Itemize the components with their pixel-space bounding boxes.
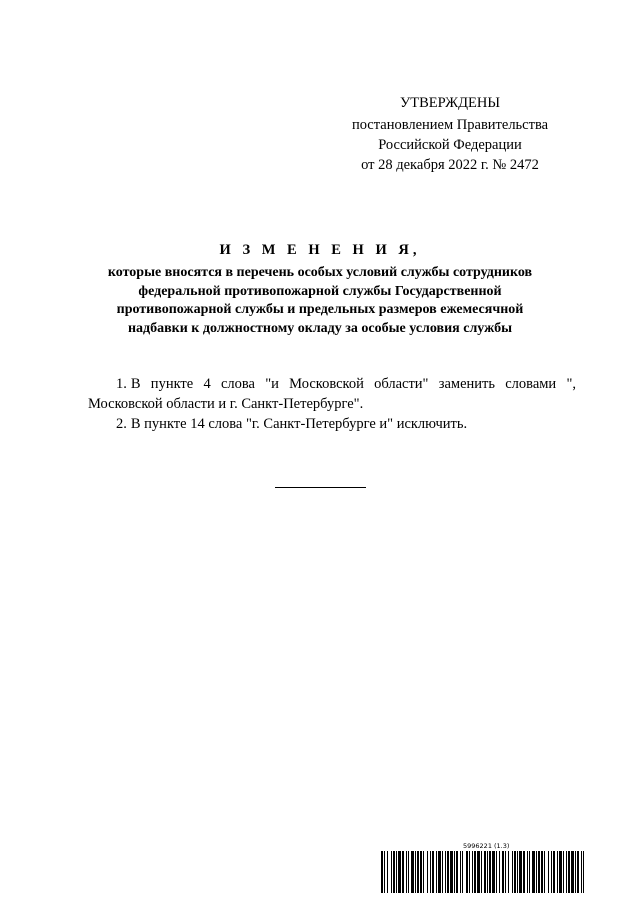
barcode-bar: [384, 851, 385, 893]
subtitle-line: противопожарной службы и предельных размеров ежемесячной: [116, 302, 524, 317]
barcode-bar: [447, 851, 449, 893]
barcode-bar: [396, 851, 397, 893]
barcode-bar: [519, 851, 522, 893]
barcode-bar: [551, 851, 552, 893]
barcode-bar: [505, 851, 506, 893]
barcode-bar: [577, 851, 579, 893]
barcode-bar: [553, 851, 555, 893]
subtitle-line: надбавки к должностному окладу за особые условия службы: [127, 320, 513, 336]
barcode-bar: [492, 851, 495, 893]
barcode-bar: [557, 851, 558, 893]
barcode-bar: [406, 851, 407, 893]
amendment-item-1: [88, 374, 576, 414]
barcode-bar: [469, 851, 470, 893]
barcode-bar: [527, 851, 528, 893]
item-number: 1.: [116, 376, 127, 392]
barcode-bar: [474, 851, 476, 893]
barcode-bar: [484, 851, 486, 893]
barcode-bar: [427, 851, 428, 893]
barcode-bar: [548, 851, 549, 893]
subtitle-line: которые вносятся в перечень особых условий службы сотрудников: [107, 265, 533, 280]
barcode-bar: [517, 851, 518, 893]
document-title: И З М Е Н Е Н И Я,: [219, 242, 421, 258]
barcode-bar: [538, 851, 540, 893]
barcode-image: [381, 851, 587, 893]
barcode-bar: [408, 851, 409, 893]
approval-line-date-number: от 28 декабря 2022 г. № 2472: [361, 157, 539, 173]
barcode-bar: [508, 851, 509, 893]
barcode-bar: [387, 851, 388, 893]
barcode-bar: [581, 851, 582, 893]
end-separator-line: [275, 487, 366, 488]
document-body: [88, 374, 576, 434]
document-subtitle: [80, 264, 560, 338]
barcode-bar: [398, 851, 401, 893]
amendment-item-2: [88, 414, 576, 434]
barcode-bar: [541, 851, 543, 893]
barcode-bar: [532, 851, 535, 893]
barcode-bar: [529, 851, 530, 893]
barcode-bar: [512, 851, 513, 893]
barcode-bar: [442, 851, 443, 893]
barcode-bar: [393, 851, 395, 893]
barcode-bar: [496, 851, 497, 893]
barcode-bar: [571, 851, 574, 893]
barcode-bar: [499, 851, 500, 893]
barcode-bar: [481, 851, 482, 893]
approval-block: [335, 93, 565, 175]
subtitle-line: федеральной противопожарной службы Государственной: [138, 283, 502, 299]
barcode-bar: [514, 851, 516, 893]
barcode-label: 5996221 (1.3): [463, 842, 510, 850]
approval-line-federation: Российской Федерации: [378, 137, 522, 153]
barcode-bar: [477, 851, 480, 893]
barcode-bar: [566, 851, 567, 893]
barcode-bar: [466, 851, 468, 893]
barcode-bar: [568, 851, 570, 893]
barcode-bar: [423, 851, 424, 893]
barcode-bar: [559, 851, 562, 893]
barcode-bar: [502, 851, 504, 893]
barcode-bar: [445, 851, 446, 893]
item-text: В пункте 14 слова "г. Санкт-Петербурге и" исключить.: [130, 416, 468, 432]
barcode-bar: [436, 851, 437, 893]
barcode-bar: [462, 851, 463, 893]
approval-line-resolution: постановлением Правительства: [351, 117, 549, 133]
barcode-bar: [454, 851, 455, 893]
barcode-bar: [575, 851, 576, 893]
barcode-bar: [472, 851, 473, 893]
barcode-bar: [523, 851, 525, 893]
barcode-bar: [432, 851, 434, 893]
barcode-bar: [456, 851, 458, 893]
barcode-bar: [450, 851, 453, 893]
barcode-bar: [544, 851, 545, 893]
barcode-bar: [460, 851, 461, 893]
barcode-bar: [489, 851, 491, 893]
barcode-bar: [417, 851, 419, 893]
barcode-bar: [487, 851, 488, 893]
barcode-bar: [536, 851, 537, 893]
barcode-bar: [583, 851, 584, 893]
barcode-bar: [420, 851, 422, 893]
approved-heading: УТВЕРЖДЕНЫ: [399, 95, 501, 111]
barcode-bar: [438, 851, 441, 893]
barcode-bar: [563, 851, 564, 893]
item-number: 2.: [116, 416, 127, 432]
item-text: В пункте 4 слова "и Московской области" заменить словами ", Московской области и г. Санкт-Петербурге".: [88, 376, 576, 412]
barcode-bar: [411, 851, 414, 893]
barcode-bar: [391, 851, 392, 893]
barcode-bar: [402, 851, 404, 893]
barcode-bar: [415, 851, 416, 893]
barcode-bar: [430, 851, 431, 893]
barcode-bar: [381, 851, 383, 893]
